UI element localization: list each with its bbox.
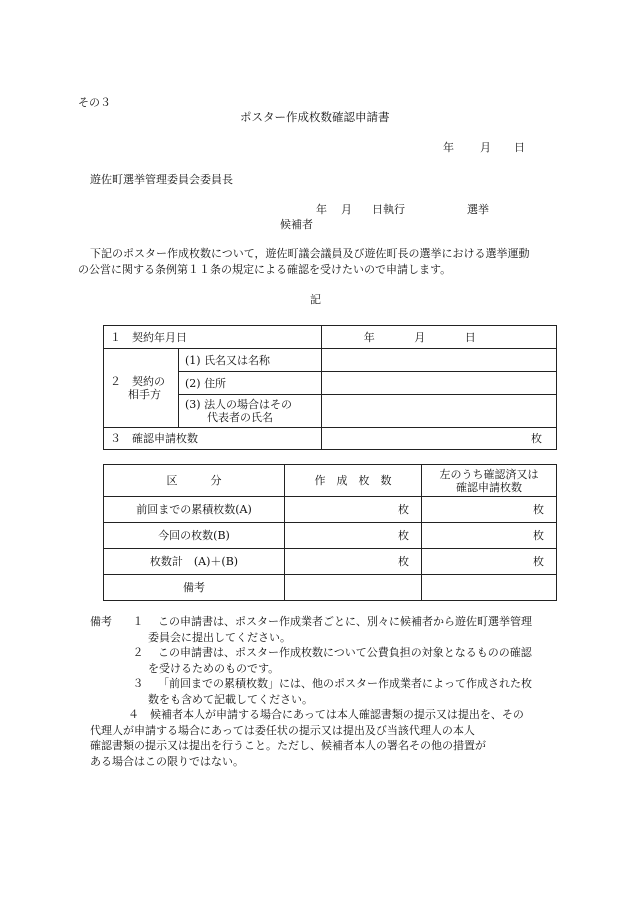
row-confirmed-unit: 枚	[422, 523, 557, 549]
notes-section	[90, 614, 560, 769]
contract-party-address-label: (2) 住所	[178, 372, 321, 395]
addressee: 遊佐町選挙管理委員会委員長	[90, 173, 233, 186]
contract-party-rep-line-1: (3) 法人の場合はその	[184, 398, 293, 411]
row-confirmed-unit: 枚	[422, 549, 557, 575]
row-confirmed-unit: 枚	[422, 497, 557, 523]
header-confirmed	[422, 465, 557, 497]
contract-party-rep-value[interactable]	[321, 395, 556, 428]
election-year: 年	[316, 203, 327, 216]
contract-party-label	[104, 349, 179, 428]
remarks-confirmed[interactable]	[422, 575, 557, 601]
ki-heading: 記	[310, 293, 321, 306]
notes-heading: 備考	[90, 615, 112, 628]
note-line: 数をも含めて記載してください。	[148, 692, 313, 706]
note-line: 委員会に提出してください。	[148, 630, 291, 644]
note-line: ある場合はこの限りではない。	[90, 754, 244, 768]
election-label: 選挙	[467, 203, 489, 216]
table-row	[104, 523, 557, 549]
header-confirmed-line-1: 左のうち確認済又は	[439, 467, 539, 481]
remarks-label: 備考	[104, 575, 285, 601]
note-number: ３	[132, 677, 144, 690]
table-row	[104, 575, 557, 601]
note-item	[128, 614, 560, 645]
row-created-unit: 枚	[285, 523, 422, 549]
body-text-line-1: 下記のポスター作成枚数について，遊佐町議会議員及び遊佐町長の選挙における選挙運動	[90, 247, 530, 260]
header-created: 作 成 枚 数	[285, 465, 422, 497]
election-month: 月	[341, 203, 352, 216]
page-title: ポスター作成枚数確認申請書	[240, 110, 390, 124]
table-row	[104, 549, 557, 575]
note-item	[128, 645, 560, 676]
note-line: 代理人が申請する場合にあっては委任状の提示又は提出及び当該代理人の本人	[90, 723, 475, 737]
contract-party-rep-line-2: 代表者の氏名	[206, 411, 273, 424]
table-row	[104, 497, 557, 523]
contract-date-label: １ 契約年月日	[104, 326, 322, 349]
request-count-label: ３ 確認申請枚数	[104, 428, 322, 450]
note-number: １	[132, 615, 144, 628]
header-confirmed-line-2: 確認申請枚数	[456, 480, 522, 494]
row-label: 今回の枚数(B)	[104, 523, 285, 549]
note-line: 「前回までの累積枚数」には、他のポスター作成業者によって作成された枚	[158, 677, 532, 690]
contract-party-label-line-2: 相手方	[128, 388, 161, 401]
note-line: この申請書は、ポスター作成業者ごとに、別々に候補者から遊佐町選挙管理	[158, 615, 532, 628]
contract-party-name-label: (1) 氏名又は名称	[178, 349, 321, 372]
row-created-unit: 枚	[285, 497, 422, 523]
row-label: 前回までの累積枚数(A)	[104, 497, 285, 523]
contract-table	[103, 325, 557, 450]
note-line: ４ 候補者本人が申請する場合にあっては本人確認書類の提示又は提出を、その	[128, 708, 524, 721]
form-number: その３	[78, 96, 111, 109]
row-created-unit: 枚	[285, 549, 422, 575]
contract-party-name-value[interactable]	[321, 349, 556, 372]
date-month: 月	[480, 141, 491, 154]
contract-date-month: 月	[414, 330, 426, 344]
candidate-label: 候補者	[280, 218, 313, 231]
contract-date-year: 年	[363, 330, 375, 344]
date-year: 年	[443, 141, 454, 154]
date-day: 日	[514, 141, 525, 154]
note-number: ２	[132, 646, 144, 659]
row-label: 枚数計 (A)＋(B)	[104, 549, 285, 575]
remarks-created[interactable]	[285, 575, 422, 601]
note-item-4	[90, 707, 560, 769]
note-line: を受けるためのものです。	[148, 661, 280, 675]
contract-date-value	[321, 326, 556, 349]
note-line: 確認書類の提示又は提出を行うこと。ただし、候補者本人の署名その他の措置が	[90, 739, 486, 752]
header-category: 区 分	[104, 465, 285, 497]
request-count-unit: 枚	[321, 428, 556, 450]
body-text-line-2: の公営に関する条例第１１条の規定による確認を受けたいので申請します。	[78, 263, 452, 276]
contract-date-day: 日	[464, 330, 476, 344]
count-table	[103, 464, 557, 601]
note-item	[128, 676, 560, 707]
contract-party-label-line-1: ２ 契約の	[110, 375, 165, 388]
contract-party-address-value[interactable]	[321, 372, 556, 395]
note-line: この申請書は、ポスター作成枚数について公費負担の対象となるものの確認	[158, 646, 532, 659]
contract-party-rep-label	[178, 395, 321, 428]
election-execution: 日執行	[372, 203, 405, 216]
